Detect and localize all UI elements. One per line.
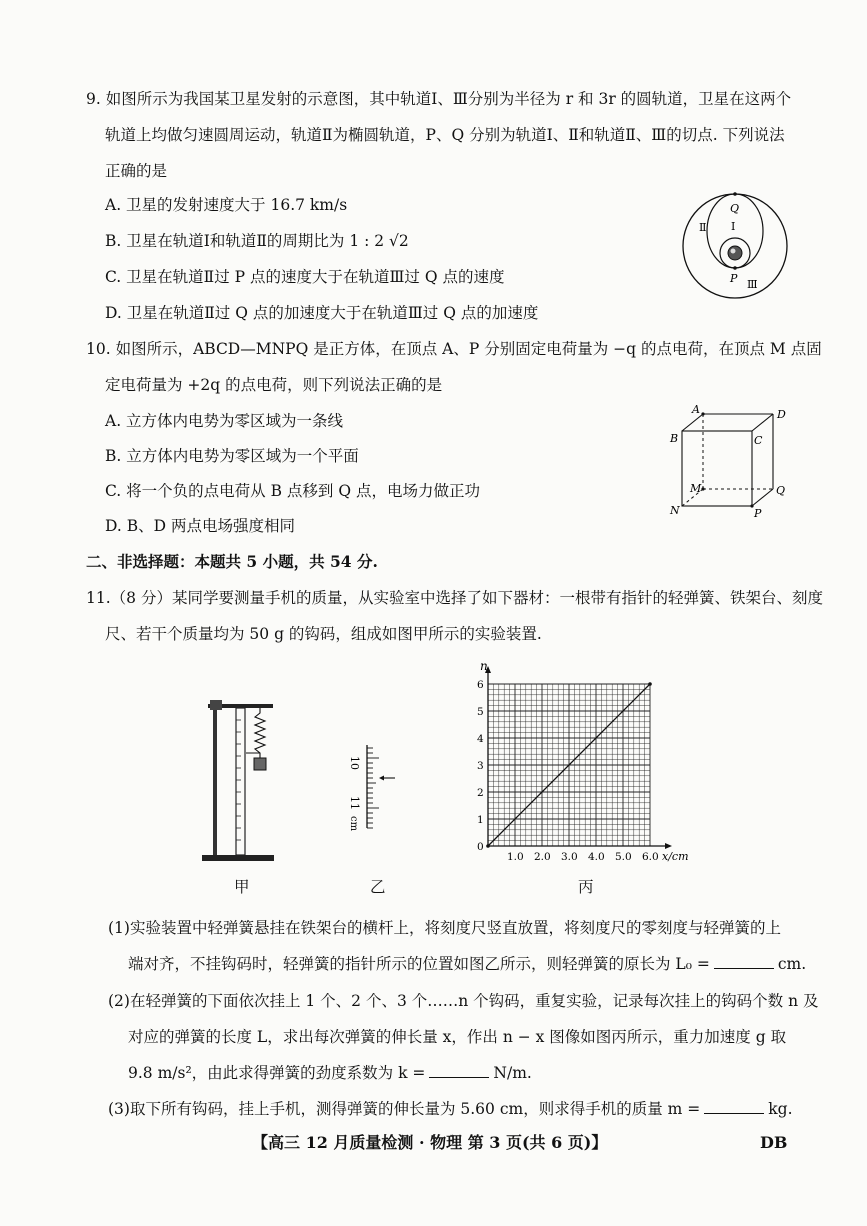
chart-y-axis-label: n xyxy=(480,659,488,673)
n-x-chart xyxy=(470,660,700,875)
hook-weight xyxy=(254,758,266,770)
q10-option-c: C. 将一个负的点电荷从 B 点移到 Q 点，电场力做正功 xyxy=(105,482,480,500)
figure-label-jia: 甲 xyxy=(234,878,250,896)
q11-stem-line2: 尺、若干个质量均为 50 g 的钩码，组成如图甲所示的实验装置. xyxy=(105,625,542,643)
ruler-label-10: 10 xyxy=(348,756,361,770)
q11-sub2-line2: 对应的弹簧的长度 L，求出每次弹簧的伸长量 x，作出 n − x 图像如图丙所示，重力加速度 g 取 xyxy=(128,1028,787,1046)
y-tick-label: 6 xyxy=(477,679,484,691)
x-axis-arrow xyxy=(665,843,672,849)
ruler-minor-ticks xyxy=(367,748,379,828)
q9-stem-line1: 9. 如图所示为我国某卫星发射的示意图，其中轨道Ⅰ、Ⅲ分别为半径为 r 和 3r 的圆轨道，卫星在这两个 xyxy=(86,90,792,108)
series-point xyxy=(486,844,490,848)
cube-diagram xyxy=(668,404,798,522)
point-q-dot xyxy=(733,192,737,196)
label-orbit-2: Ⅱ xyxy=(699,221,707,234)
q11-sub1-unit: cm. xyxy=(777,955,807,973)
cube-label-d: D xyxy=(777,408,786,421)
x-tick-label: 2.0 xyxy=(534,851,551,863)
ruler-unit: cm xyxy=(348,816,359,832)
answer-blank-k[interactable] xyxy=(429,1063,489,1078)
q11-sub1-line2 xyxy=(128,953,806,975)
ruler-scale xyxy=(236,708,245,855)
q10-option-d: D. B、D 两点电场强度相同 xyxy=(105,517,295,535)
q9-option-b: B. 卫星在轨道Ⅰ和轨道Ⅱ的周期比为 1 : 2 √2 xyxy=(105,232,409,250)
q11-sub3-unit: kg. xyxy=(768,1100,793,1118)
section-heading: 二、非选择题：本题共 5 小题，共 54 分. xyxy=(86,552,378,571)
label-p: P xyxy=(730,272,738,285)
x-tick-label: 3.0 xyxy=(561,851,578,863)
x-tick-label: 6.0 xyxy=(642,851,659,863)
stand-pole xyxy=(213,703,217,855)
orbit-diagram xyxy=(680,188,790,304)
cube-label-m: M xyxy=(690,482,702,495)
footer-page-info: 【高三 12 月质量检测 · 物理 第 3 页(共 6 页)】 xyxy=(252,1133,608,1152)
q9-stem-line3: 正确的是 xyxy=(105,162,168,180)
y-tick-label: 3 xyxy=(477,760,484,772)
earth-highlight xyxy=(731,249,736,254)
y-tick-label: 5 xyxy=(477,706,484,718)
ruler-reading-diagram xyxy=(345,740,405,840)
q11-sub3-text: (3)取下所有钩码，挂上手机，测得弹簧的伸长量为 5.60 cm，则求得手机的质量 m = xyxy=(108,1100,701,1118)
q11-sub2-text: 9.8 m/s²，由此求得弹簧的劲度系数为 k = xyxy=(128,1064,426,1082)
q10-option-a: A. 立方体内电势为零区域为一条线 xyxy=(105,412,344,430)
label-orbit-1: Ⅰ xyxy=(731,220,736,233)
cube-label-a: A xyxy=(692,403,700,416)
q11-sub3-line xyxy=(108,1098,793,1120)
y-tick-label: 2 xyxy=(477,787,484,799)
footer-code: DB xyxy=(760,1133,788,1152)
figure-label-bing: 丙 xyxy=(578,878,594,896)
chart-x-axis-label: x/cm xyxy=(662,850,689,863)
answer-blank-m[interactable] xyxy=(704,1099,764,1114)
apparatus-diagram xyxy=(200,695,290,865)
y-tick-label: 1 xyxy=(477,814,484,826)
x-tick-label: 4.0 xyxy=(588,851,605,863)
q9-option-a: A. 卫星的发射速度大于 16.7 km/s xyxy=(105,196,348,214)
q11-sub2-line3 xyxy=(128,1062,532,1084)
x-tick-label: 5.0 xyxy=(615,851,632,863)
ruler-label-11: 11 xyxy=(348,796,361,810)
figure-label-yi: 乙 xyxy=(370,878,386,896)
ruler-ticks xyxy=(236,720,241,840)
label-q: Q xyxy=(730,202,740,215)
spring xyxy=(255,708,265,758)
stand-base xyxy=(202,855,274,861)
series-point xyxy=(648,682,652,686)
cube-label-q: Q xyxy=(776,484,786,497)
label-orbit-3: Ⅲ xyxy=(747,278,758,291)
q9-option-d: D. 卫星在轨道Ⅱ过 Q 点的加速度大于在轨道Ⅲ过 Q 点的加速度 xyxy=(105,304,539,322)
q9-stem-line2: 轨道上均做匀速圆周运动，轨道Ⅱ为椭圆轨道，P、Q 分别为轨道Ⅰ、Ⅱ和轨道Ⅱ、Ⅲ的切点. 下列说法 xyxy=(105,126,785,144)
q11-stem-line1: 11.（8 分）某同学要测量手机的质量，从实验室中选择了如下器材：一根带有指针的轻弹簧、铁架台、刻度 xyxy=(86,589,823,607)
stand-clamp xyxy=(210,700,222,710)
y-tick-label: 4 xyxy=(477,733,484,745)
q10-option-b: B. 立方体内电势为零区域为一个平面 xyxy=(105,447,359,465)
cube-label-n: N xyxy=(670,504,680,517)
answer-blank-l0[interactable] xyxy=(714,954,774,969)
q10-stem-line2: 定电荷量为 +2q 的点电荷，则下列说法正确的是 xyxy=(105,376,443,394)
q9-option-c: C. 卫星在轨道Ⅱ过 P 点的速度大于在轨道Ⅲ过 Q 点的速度 xyxy=(105,268,505,286)
y-tick-label: 0 xyxy=(477,841,484,853)
q10-stem-line1: 10. 如图所示，ABCD—MNPQ 是正方体，在顶点 A、P 分别固定电荷量为 −q 的点电荷，在顶点 M 点固 xyxy=(86,340,822,358)
x-tick-label: 1.0 xyxy=(507,851,524,863)
cube-label-c: C xyxy=(754,434,763,447)
q11-sub1-line1: (1)实验装置中轻弹簧悬挂在铁架台的横杆上，将刻度尺竖直放置，将刻度尺的零刻度与轻弹簧的上 xyxy=(108,919,781,937)
point-p-dot xyxy=(733,266,737,270)
pointer-arrowhead xyxy=(379,776,384,781)
q11-sub2-unit: N/m. xyxy=(493,1064,532,1082)
earth-icon xyxy=(728,246,742,260)
cube-label-p: P xyxy=(754,507,762,520)
q11-sub1-text: 端对齐，不挂钩码时，轻弹簧的指针所示的位置如图乙所示，则轻弹簧的原长为 L₀ = xyxy=(128,955,710,973)
cube-label-b: B xyxy=(670,432,679,445)
q11-sub2-line1: (2)在轻弹簧的下面依次挂上 1 个、2 个、3 个……n 个钩码，重复实验，记录每次挂上的钩码个数 n 及 xyxy=(108,992,819,1010)
